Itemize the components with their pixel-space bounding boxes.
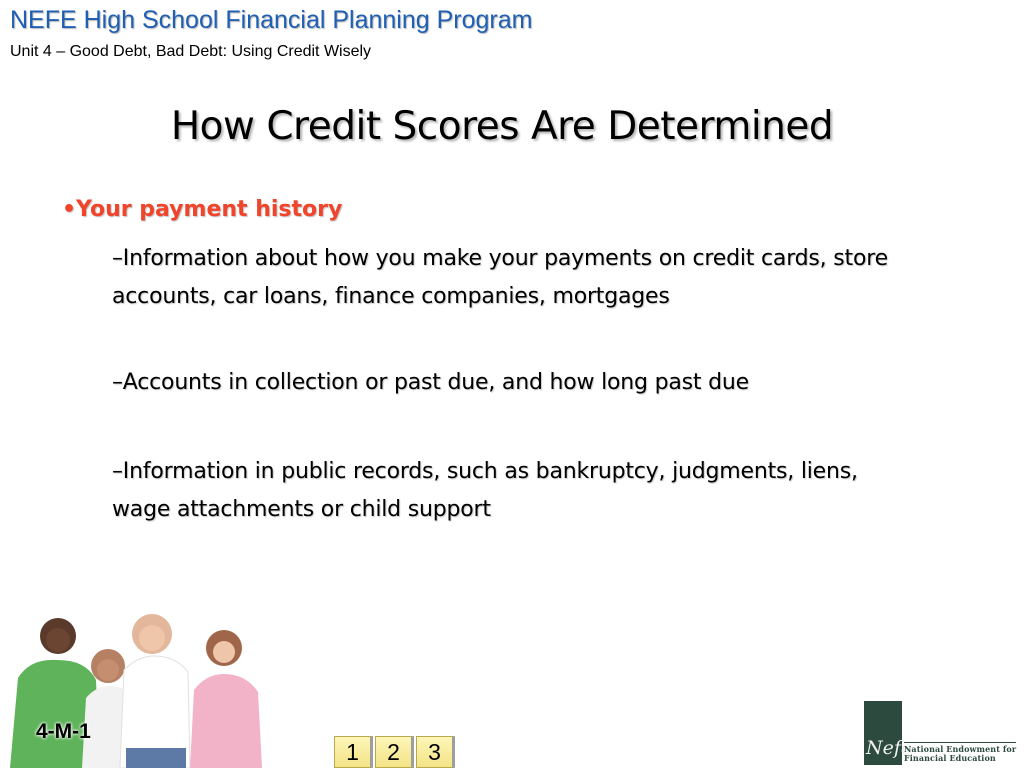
- sub-bullet-1: –Information about how you make your payments on credit cards, store accounts, car loans, finance companies, mortgages: [112, 246, 888, 309]
- logo-org-line-1: National Endowment for: [904, 744, 1017, 754]
- unit-title: Unit 4 – Good Debt, Bad Debt: Using Credit Wisely: [10, 43, 372, 60]
- people-photo-icon: [0, 608, 268, 768]
- page-1-button[interactable]: 1: [334, 736, 373, 768]
- page-3-button[interactable]: 3: [416, 736, 455, 768]
- program-title: NEFE High School Financial Planning Program: [10, 6, 533, 34]
- logo-mark-text: Nefe: [866, 737, 913, 759]
- slide-code: 4-M-1: [36, 720, 91, 743]
- nefe-logo: [862, 701, 1020, 765]
- sub-bullet-2: –Accounts in collection or past due, and how long past due: [112, 370, 749, 395]
- slide-title: How Credit Scores Are Determined: [170, 104, 834, 149]
- main-bullet: •Your payment history: [62, 197, 343, 222]
- page-navigation: [334, 736, 455, 768]
- page-2-button[interactable]: 2: [375, 736, 414, 768]
- sub-bullet-3: –Information in public records, such as bankruptcy, judgments, liens, wage attachments or child support: [112, 459, 858, 522]
- logo-org-line-2: Financial Education: [904, 753, 996, 763]
